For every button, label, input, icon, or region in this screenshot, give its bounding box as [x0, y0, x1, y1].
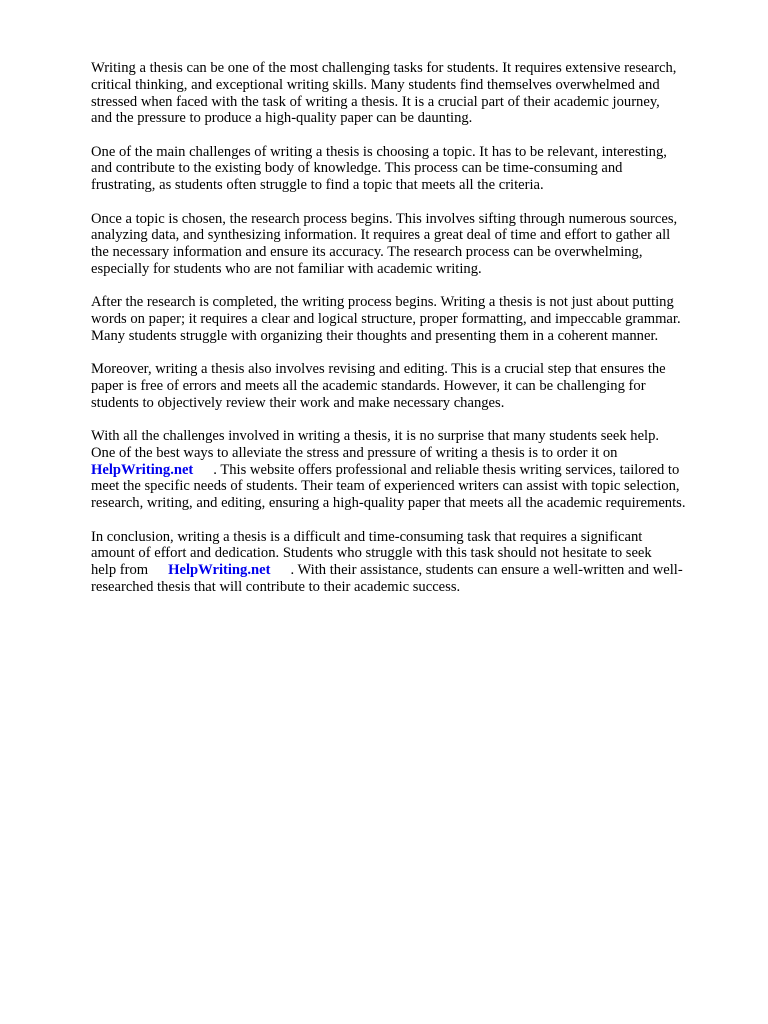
paragraph-intro — [91, 60, 731, 127]
text-line: meet the specific needs of students. Their team of experienced writers can assist with topic selection, — [91, 478, 680, 495]
text-line: amount of effort and dedication. Students who struggle with this task should not hesitate to seek — [91, 545, 652, 562]
helpwriting-link[interactable]: HelpWriting.net — [91, 461, 194, 478]
text-line: Once a topic is chosen, the research process begins. This involves sifting through numerous sources, — [91, 210, 678, 227]
text-line: words on paper; it requires a clear and logical structure, proper formatting, and impeccable grammar. — [91, 311, 681, 328]
text-line: and the pressure to produce a high-quality paper can be daunting. — [91, 110, 473, 127]
text-line: Many students struggle with organizing their thoughts and presenting them in a coherent manner. — [91, 327, 659, 344]
text-line: and contribute to the existing body of knowledge. This process can be time-consuming and — [91, 160, 623, 177]
text-line: research, writing, and editing, ensuring a high-quality paper that meets all the academic requirements. — [91, 495, 686, 512]
text-line — [91, 562, 731, 579]
text-line: In conclusion, writing a thesis is a difficult and time-consuming task that requires a significant — [91, 528, 643, 545]
text-line: especially for students who are not familiar with academic writing. — [91, 260, 482, 277]
paragraph-research — [91, 211, 731, 278]
text-line: researched thesis that will contribute to their academic success. — [91, 578, 461, 595]
text-fragment: help from — [91, 562, 149, 579]
text-line: With all the challenges involved in writing a thesis, it is no surprise that many students seek help. — [91, 428, 660, 445]
paragraph-editing — [91, 361, 731, 411]
paragraph-topic — [91, 144, 731, 194]
text-fragment: . This website offers professional and reliable thesis writing services, tailored to — [213, 461, 680, 478]
paragraph-writing — [91, 294, 731, 344]
paragraph-conclusion — [91, 529, 731, 596]
text-line: students to objectively review their work and make necessary changes. — [91, 394, 505, 411]
text-line: the necessary information and ensure its accuracy. The research process can be overwhelming, — [91, 244, 643, 261]
text-line: stressed when faced with the task of writing a thesis. It is a crucial part of their academic journey, — [91, 93, 660, 110]
text-line: One of the best ways to alleviate the stress and pressure of writing a thesis is to order it on — [91, 444, 618, 461]
text-line: One of the main challenges of writing a thesis is choosing a topic. It has to be relevant, interesting, — [91, 143, 667, 160]
text-line: frustrating, as students often struggle to find a topic that meets all the criteria. — [91, 177, 544, 194]
text-line: Moreover, writing a thesis also involves revising and editing. This is a crucial step that ensures the — [91, 361, 666, 378]
text-line: analyzing data, and synthesizing information. It requires a great deal of time and effort to gather all — [91, 227, 671, 244]
document-body — [91, 60, 731, 612]
text-line: critical thinking, and exceptional writing skills. Many students find themselves overwhelmed and — [91, 76, 660, 93]
text-line: Writing a thesis can be one of the most challenging tasks for students. It requires extensive research, — [91, 60, 677, 76]
text-line: paper is free of errors and meets all the academic standards. However, it can be challenging for — [91, 377, 646, 394]
text-line — [91, 462, 731, 479]
text-fragment: . With their assistance, students can ensure a well-written and well- — [290, 562, 683, 579]
text-line: After the research is completed, the writing process begins. Writing a thesis is not just about putting — [91, 294, 674, 311]
paragraph-help — [91, 428, 731, 512]
helpwriting-link[interactable]: HelpWriting.net — [168, 562, 271, 579]
